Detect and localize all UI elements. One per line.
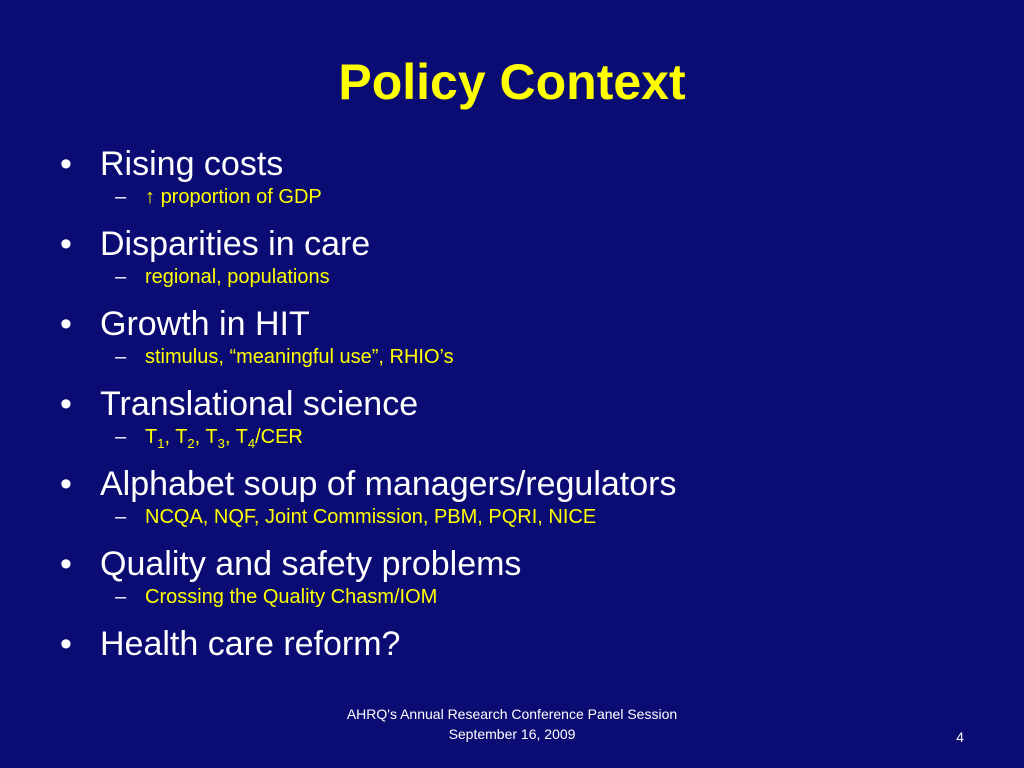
bullet-text: Growth in HIT (100, 305, 310, 343)
bullet-item (60, 224, 1000, 264)
sub-bullet-item (60, 504, 1000, 544)
sub-text-part: /CER (255, 426, 303, 448)
subscript: 3 (217, 436, 225, 451)
subscript: 2 (187, 436, 195, 451)
sub-text-part: , T (164, 426, 188, 448)
sub-bullet-marker: – (115, 586, 127, 608)
page-number: 4 (956, 729, 964, 745)
sub-bullet-text (145, 424, 303, 450)
bullet-marker: • (60, 225, 72, 263)
subscript: 1 (157, 436, 165, 451)
up-arrow-icon: ↑ (145, 186, 155, 208)
sub-bullet-marker: – (115, 506, 127, 528)
bullet-marker: • (60, 145, 72, 183)
bullet-text: Alphabet soup of managers/regulators (100, 465, 677, 503)
bullet-marker: • (60, 545, 72, 583)
footer (312, 704, 712, 744)
sub-bullet-marker: – (115, 266, 127, 288)
bullet-marker: • (60, 385, 72, 423)
sub-bullet-text: regional, populations (145, 266, 330, 288)
slide-title: Policy Context (338, 54, 686, 110)
bullet-text: Quality and safety problems (100, 545, 522, 583)
bullet-marker: • (60, 305, 72, 343)
sub-bullet-item (60, 184, 1000, 224)
bullet-text: Health care reform? (100, 625, 401, 663)
sub-bullet-text (145, 184, 322, 210)
sub-text-part: T (145, 426, 158, 448)
sub-bullet-item (60, 264, 1000, 304)
bullet-item (60, 384, 1000, 424)
subscript: 4 (247, 436, 256, 451)
bullet-text: Translational science (100, 385, 419, 423)
sub-text-part: , T (194, 426, 218, 448)
bullet-item (60, 144, 1000, 184)
sub-bullet-text: Crossing the Quality Chasm/IOM (145, 586, 438, 608)
bullet-item (60, 544, 1000, 584)
sub-bullet-text: stimulus, “meaningful use”, RHIO’s (145, 346, 454, 368)
sub-bullet-item (60, 344, 1000, 384)
bullet-list (60, 144, 1000, 664)
footer-line-2: September 16, 2009 (448, 726, 576, 742)
sub-text-part: , T (224, 426, 248, 448)
sub-bullet-marker: – (115, 426, 127, 448)
bullet-text: Disparities in care (100, 225, 371, 263)
sub-bullet-marker: – (115, 346, 127, 368)
sub-bullet-item (60, 584, 1000, 624)
sub-bullet-marker: – (115, 186, 127, 208)
bullet-item (60, 624, 1000, 664)
sub-bullet-item (60, 424, 1000, 464)
footer-line-1: AHRQ's Annual Research Conference Panel Session (346, 706, 678, 722)
bullet-item (60, 304, 1000, 344)
sub-bullet-text: NCQA, NQF, Joint Commission, PBM, PQRI, NICE (145, 506, 597, 528)
bullet-marker: • (60, 625, 72, 663)
sub-bullet-label: proportion of GDP (160, 186, 322, 208)
bullet-text: Rising costs (100, 145, 284, 183)
bullet-marker: • (60, 465, 72, 503)
bullet-item (60, 464, 1000, 504)
